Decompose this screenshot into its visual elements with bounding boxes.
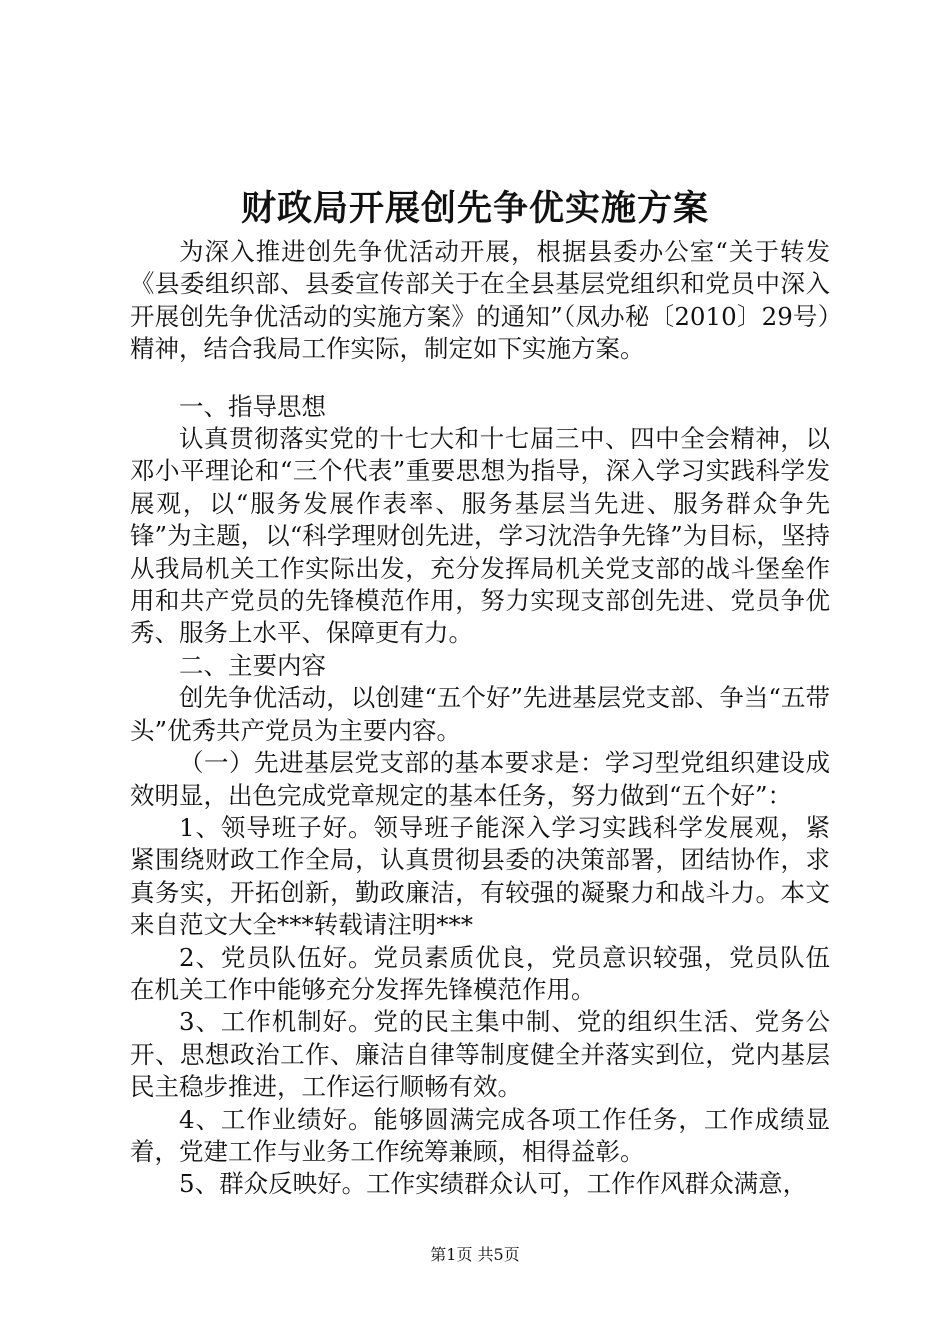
- section-paragraph-guiding-thought: 认真贯彻落实党的十七大和十七届三中、四中全会精神，以邓小平理论和“三个代表”重要思想为指导，深入学习实践科学发展观，以“服务发展作表率、服务基层当先进、服务群众争先锋”为主题，以“科学理财创先进，学习沈浩争先锋”为目标，坚持从我局机关工作实际出发，充分发挥局机关党支部的战斗堡垒作用和共产党员的先锋模范作用，努力实现支部创先进、党员争优秀、服务上水平、保障更有力。: [130, 424, 830, 648]
- list-item-leadership: 1、领导班子好。领导班子能深入学习实践科学发展观，紧紧围绕财政工作全局，认真贯彻县委的决策部署，团结协作，求真务实，开拓创新，勤政廉洁，有较强的凝聚力和战斗力。本文来自范文大全***转载请注明***: [130, 812, 830, 940]
- section-paragraph-main-content: 创先争优活动，以创建“五个好”先进基层党支部、争当“五带头”优秀共产党员为主要内容。: [130, 683, 830, 745]
- document-title: 财政局开展创先争优实施方案: [240, 188, 709, 229]
- document-body: [130, 236, 830, 1201]
- intro-paragraph: 为深入推进创先争优活动开展，根据县委办公室“关于转发《县委组织部、县委宣传部关于在全县基层党组织和党员中深入开展创先争优活动的实施方案》的通知”（凤办秘〔2010〕29号）精神，结合我局工作实际，制定如下实施方案。: [130, 237, 830, 364]
- list-item-public-feedback: 5、群众反映好。工作实绩群众认可，工作作风群众满意，: [179, 1169, 808, 1199]
- paragraph-gap: [130, 366, 830, 391]
- section-heading-main-content: 二、主要内容: [179, 650, 326, 680]
- subsection-paragraph-requirements: （一）先进基层党支部的基本要求是：学习型党组织建设成效明显，出色完成党章规定的基本任务，努力做到“五个好”：: [130, 748, 830, 810]
- section-heading-guiding-thought: 一、指导思想: [179, 391, 326, 421]
- list-item-work-performance: 4、工作业绩好。能够圆满完成各项工作任务，工作成绩显着，党建工作与业务工作统筹兼顾，相得益彰。: [130, 1104, 830, 1166]
- list-item-work-mechanism: 3、工作机制好。党的民主集中制、党的组织生活、党务公开、思想政治工作、廉洁自律等制度健全并落实到位，党内基层民主稳步推进，工作运行顺畅有效。: [130, 1007, 830, 1102]
- page-indicator: 第1页 共5页: [430, 1245, 520, 1264]
- list-item-party-members: 2、党员队伍好。党员素质优良，党员意识较强，党员队伍在机关工作中能够充分发挥先锋模范作用。: [130, 942, 830, 1004]
